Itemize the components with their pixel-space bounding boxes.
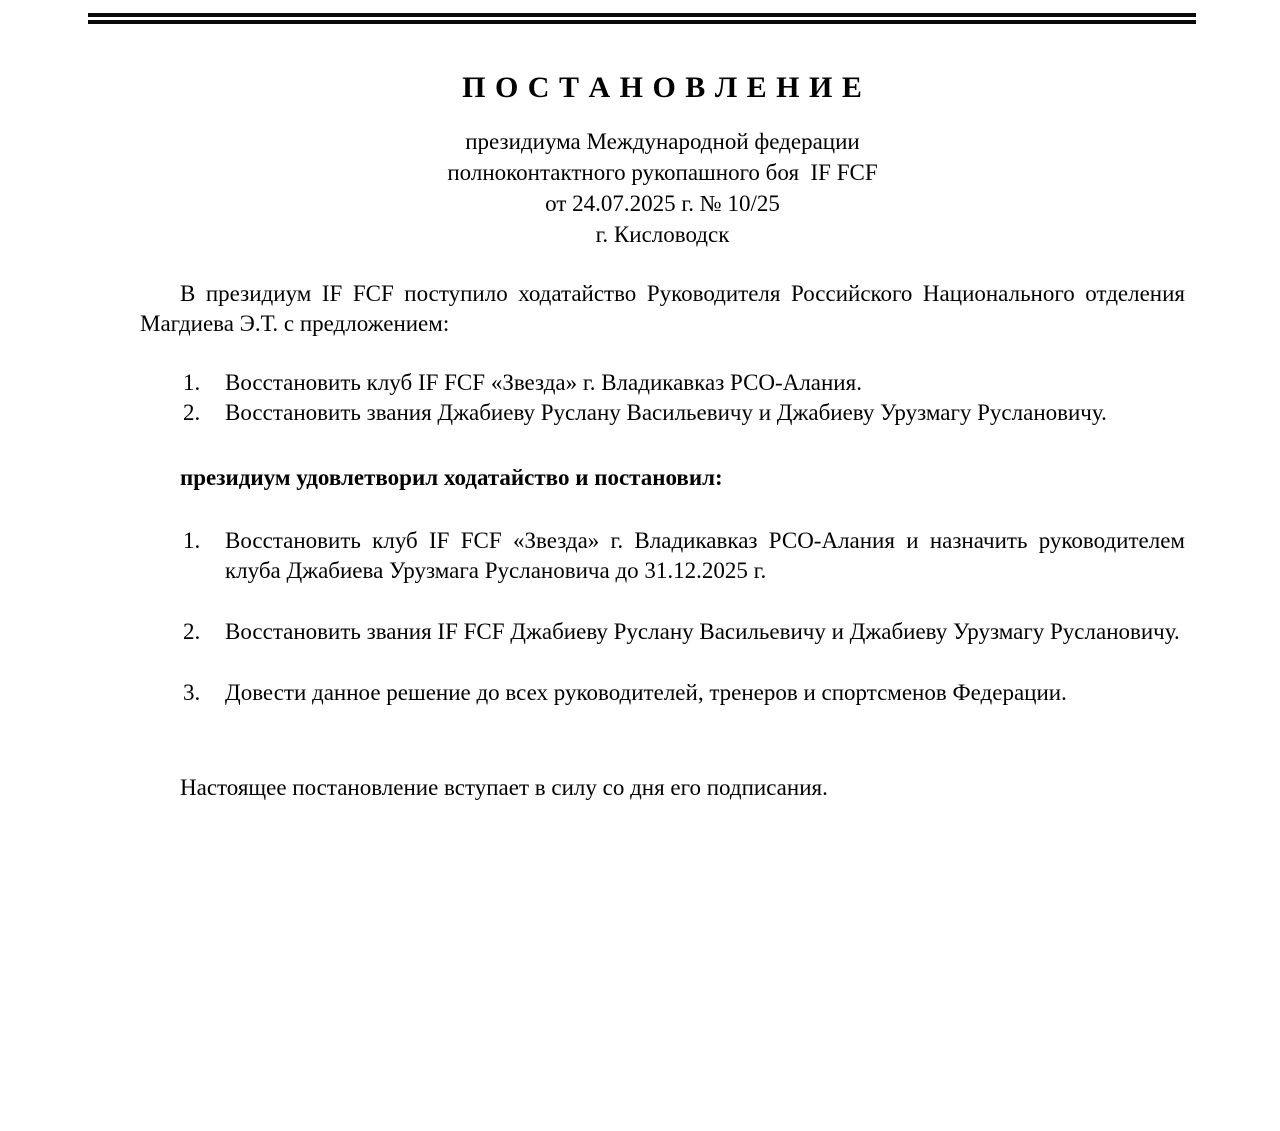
document-title: П О С Т А Н О В Л Е Н И Е (462, 71, 863, 104)
document-subtitle-block (140, 126, 1185, 250)
list-item-text: Восстановить клуб IF FCF «Звезда» г. Владикавказ РСО-Алания и назначить руководителем клуба Джабиева Урузмага Руслановича до 31.12.2025 г. (225, 528, 1185, 583)
list-item-number: 3. (183, 680, 201, 705)
list-item-text: Восстановить звания Джабиеву Руслану Васильевичу и Джабиеву Урузмагу Руслановичу. (225, 400, 1107, 425)
subtitle-line-city: г. Кисловодск (595, 222, 730, 247)
resolution-list-item-2 (140, 617, 1185, 647)
intro-paragraph: В президиум IF FCF поступило ходатайство Руководителя Российского Национального отделения Магдиева Э.Т. с предложением: (140, 281, 1185, 336)
resolution-list-item-3 (140, 678, 1185, 708)
list-item-text: Восстановить клуб IF FCF «Звезда» г. Владикавказ РСО-Алания. (225, 370, 862, 395)
closing-paragraph: Настоящее постановление вступает в силу со дня его подписания. (180, 775, 828, 800)
proposal-list (140, 368, 1185, 428)
list-item-number: 1. (183, 528, 201, 553)
resolution-list (140, 526, 1185, 708)
subtitle-line-federation: полноконтактного рукопашного боя IF FCF (447, 160, 878, 185)
subtitle-line-organization: президиума Международной федерации (465, 129, 860, 154)
resolution-heading: президиум удовлетворил ходатайство и постановил: (180, 465, 723, 490)
list-item-text: Довести данное решение до всех руководителей, тренеров и спортсменов Федерации. (225, 680, 1067, 705)
proposal-list-item-1 (140, 368, 1185, 398)
list-item-text: Восстановить звания IF FCF Джабиеву Руслану Васильевичу и Джабиеву Урузмагу Руслановичу. (225, 619, 1180, 644)
resolution-list-item-1 (140, 526, 1185, 586)
list-item-number: 2. (183, 400, 201, 425)
list-item-number: 2. (183, 619, 201, 644)
subtitle-line-date-number: от 24.07.2025 г. № 10/25 (545, 191, 780, 216)
document-content (140, 73, 1185, 803)
proposal-list-item-2 (140, 398, 1185, 428)
list-item-number: 1. (183, 370, 201, 395)
top-double-rule (88, 13, 1196, 24)
